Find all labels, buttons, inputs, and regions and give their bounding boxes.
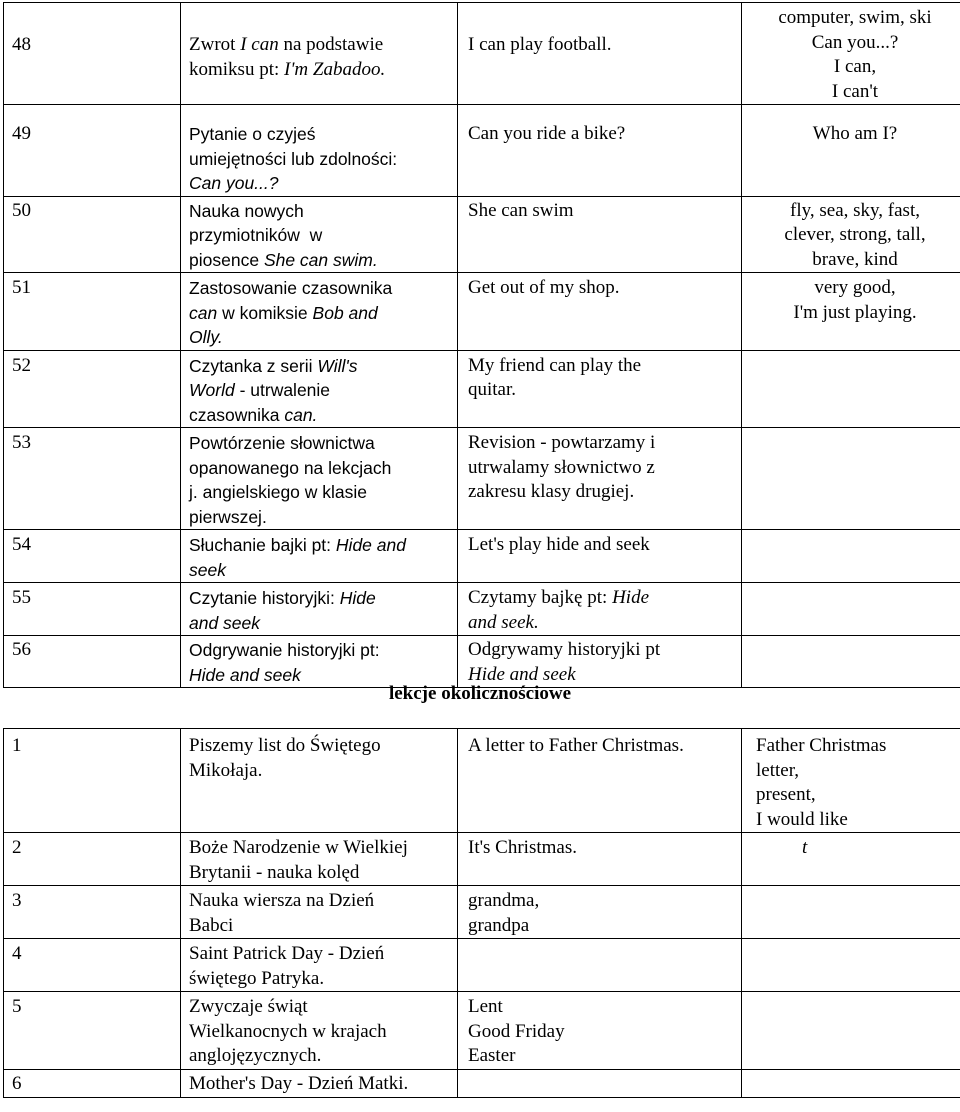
occasional-lessons-table bbox=[3, 728, 960, 1098]
lesson-vocabulary: computer, swim, ski Can you...? I can, I can't bbox=[742, 3, 960, 105]
table-row: 2 Boże Narodzenie w Wielkiej Brytanii - nauka kolęd It's Christmas. t bbox=[4, 833, 960, 886]
table-row: 55 Czytanie historyjki: Hide and seek Czytamy bajkę pt: Hide and seek. bbox=[4, 583, 960, 636]
lesson-description: Zwrot I can na podstawie komiksu pt: I'm Zabadoo. bbox=[181, 3, 458, 105]
lesson-table bbox=[3, 2, 960, 688]
table-row bbox=[4, 3, 960, 105]
table-row: 5 Zwyczaje świąt Wielkanocnych w krajach anglojęzycznych. Lent Good Friday Easter bbox=[4, 992, 960, 1070]
table-row: 1 Piszemy list do Świętego Mikołaja. A letter to Father Christmas. Father Christmas letter, present, I would like bbox=[4, 729, 960, 833]
table-row: 53 Powtórzenie słownictwa opanowanego na lekcjach j. angielskiego w klasie pierwszej. Revision - powtarzamy i utrwalamy słownictwo z zakresu klasy drugiej. bbox=[4, 428, 960, 530]
table-row: 4 Saint Patrick Day - Dzień świętego Patryka. bbox=[4, 939, 960, 992]
table-row: 56 Odgrywanie historyjki pt: Hide and seek Odgrywamy historyjki pt Hide and seek bbox=[4, 636, 960, 688]
lesson-phrase: I can play football. bbox=[458, 3, 742, 105]
table-row: 51 Zastosowanie czasownika can w komiksie Bob and Olly. Get out of my shop. very good, I'm just playing. bbox=[4, 273, 960, 351]
table-row: 50 Nauka nowych przymiotników w piosence She can swim. She can swim fly, sea, sky, fast, clever, strong, tall, brave, kind bbox=[4, 196, 960, 273]
table-row: 3 Nauka wiersza na Dzień Babci grandma, grandpa bbox=[4, 886, 960, 939]
table-row: 6 Mother's Day - Dzień Matki. bbox=[4, 1069, 960, 1097]
table-row: 54 Słuchanie bajki pt: Hide and seek Let's play hide and seek bbox=[4, 530, 960, 583]
lesson-number: 48 bbox=[4, 3, 181, 105]
table-row: 49 Pytanie o czyjeś umiejętności lub zdolności: Can you...? Can you ride a bike? Who am I? bbox=[4, 105, 960, 197]
section-heading: lekcje okolicznościowe bbox=[388, 683, 572, 704]
table-row: 52 Czytanka z serii Will's World - utrwalenie czasownika can. My friend can play the quitar. bbox=[4, 350, 960, 428]
